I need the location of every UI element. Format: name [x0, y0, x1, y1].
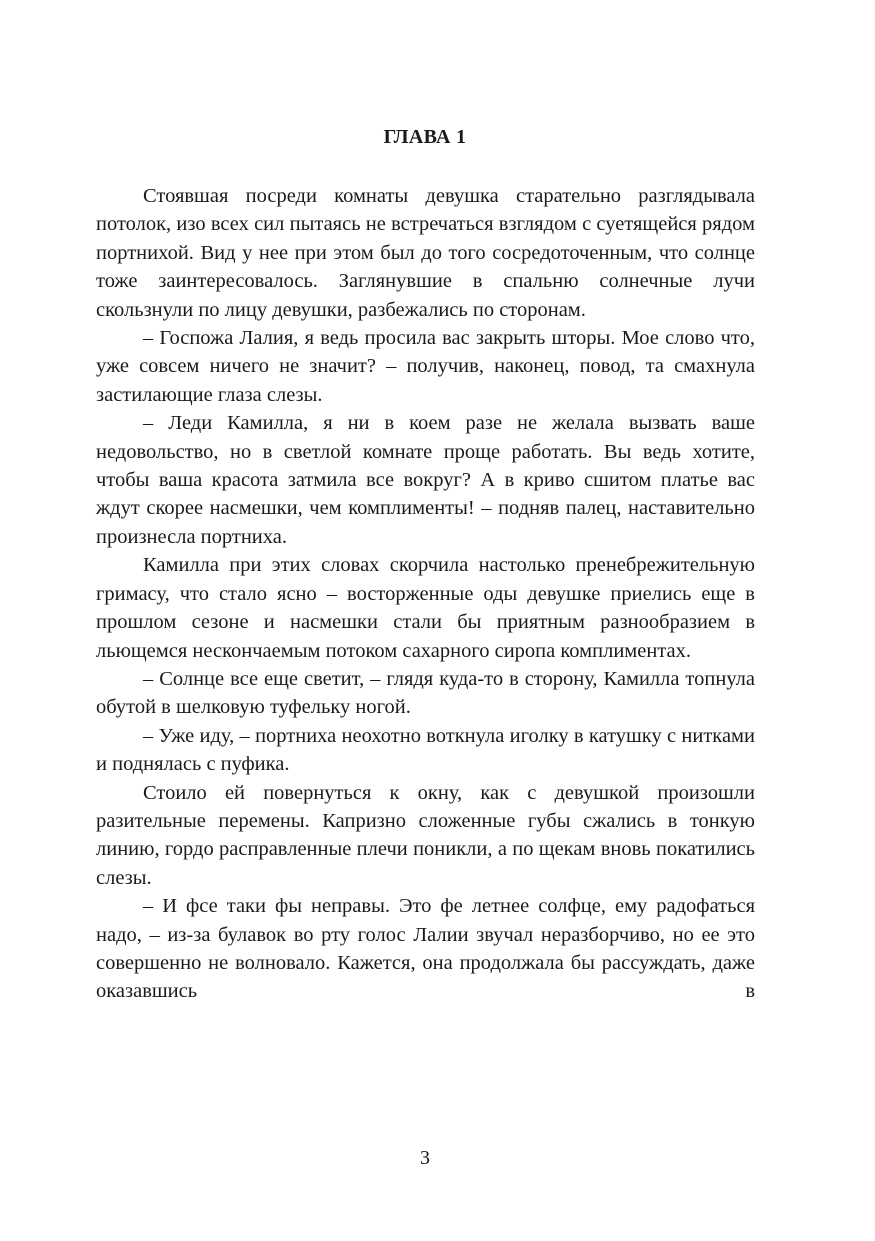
- paragraph: – Госпожа Лалия, я ведь просила вас закрыть шторы. Мое слово что, уже совсем ничего не значит? – получив, наконец, повод, та смахнула застилающие глаза слезы.: [96, 327, 755, 406]
- paragraph: – Уже иду, – портниха неохотно воткнула иголку в катушку с нитками и поднялась с пуфика.: [96, 724, 755, 776]
- paragraph: Стоявшая посреди комнаты девушка старательно разглядывала потолок, изо всех сил пытаясь не встречаться взглядом с суетящейся рядом портнихой. Вид у нее при этом был до того сосредоточенным, что солнце тоже заинтересовалось. Заглянувшие в спальню солнечные лучи скользнули по лицу девушки, разбежались по сторонам.: [96, 185, 755, 321]
- paragraph: – Леди Камилла, я ни в коем разе не желала вызвать ваше недовольство, но в светлой комнате проще работать. Вы ведь хотите, чтобы ваша красота затмила все вокруг? А в криво сшитом платье вас ждут скорее насмешки, чем комплименты! – подняв палец, наставительно произнесла портниха.: [96, 412, 755, 548]
- paragraph: – И фсе таки фы неправы. Это фе летнее солфце, ему радофаться надо, – из-за булавок во рту голос Лалии звучал неразборчиво, но ее это совершенно не волновало. Кажется, она продолжала бы рассуждать, даже оказавшись в: [96, 895, 755, 1003]
- chapter-title: ГЛАВА 1: [383, 126, 467, 148]
- paragraph: Стоило ей повернуться к окну, как с девушкой произошли разительные перемены. Капризно сложенные губы сжались в тонкую линию, гордо расправленные плечи поникли, а по щекам вновь покатились слезы.: [96, 781, 755, 889]
- paragraph: Камилла при этих словах скорчила настолько пренебрежительную гримасу, что стало ясно – восторженные оды девушке приелись еще в прошлом сезоне и насмешки стали бы приятным разнообразием в льющемся нескончаемым потоком сахарного сиропа комплиментах.: [96, 554, 755, 662]
- page-number: 3: [420, 1147, 430, 1169]
- chapter-body: [96, 182, 755, 1006]
- paragraph: – Солнце все еще светит, – глядя куда-то в сторону, Камилла топнула обутой в шелковую туфельку ногой.: [96, 667, 755, 719]
